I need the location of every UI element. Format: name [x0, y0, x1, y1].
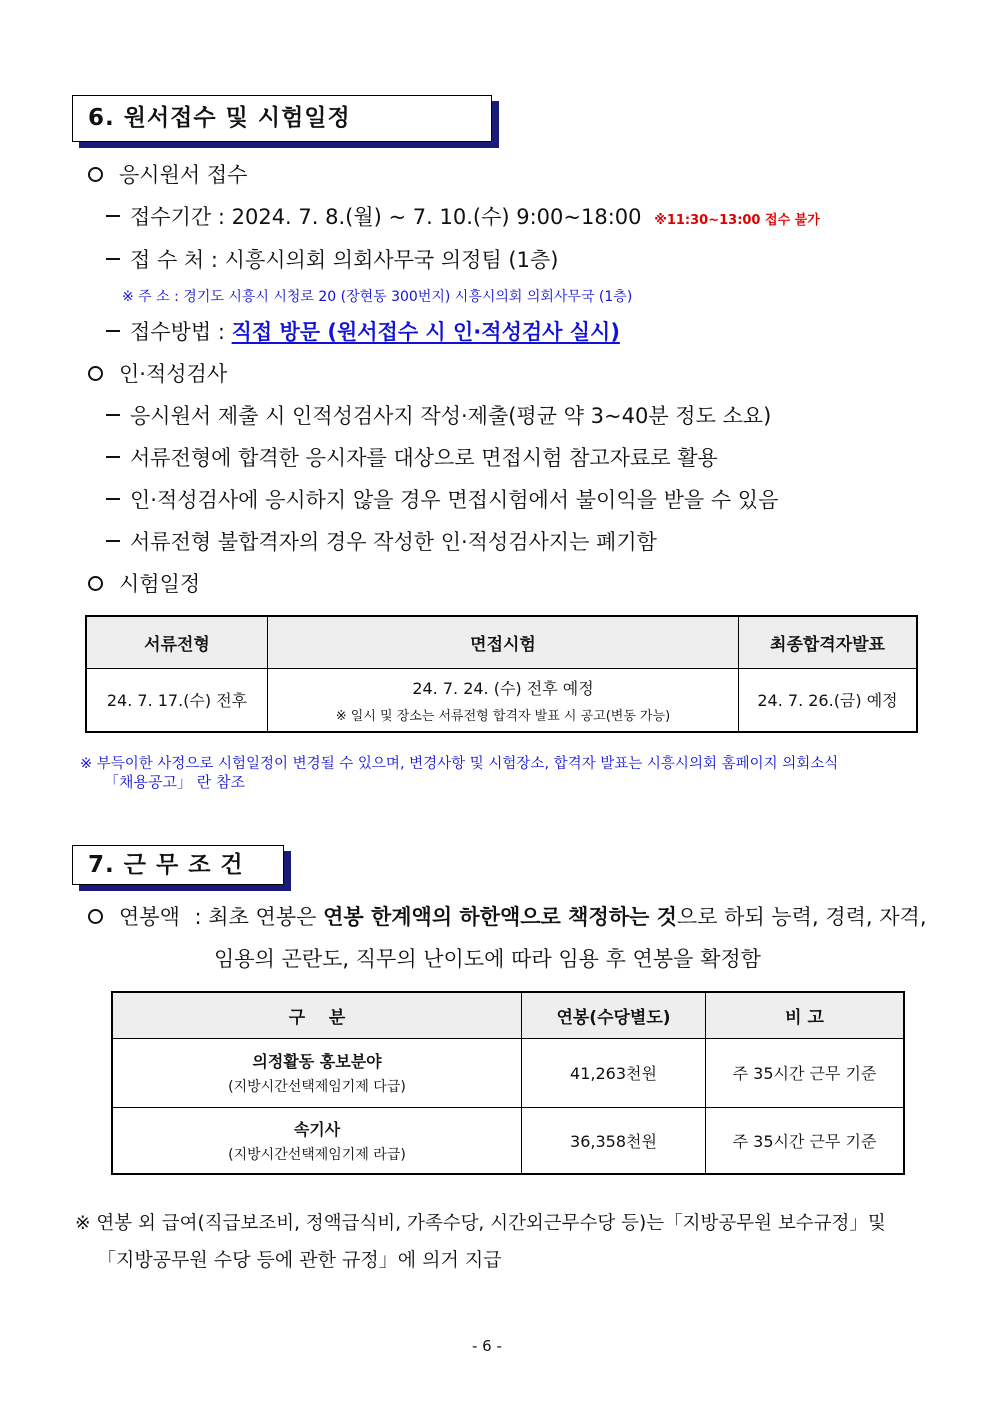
- salary-label: 연봉액: [119, 905, 180, 929]
- section-7-title: 7. 근 무 조 건: [88, 852, 244, 878]
- method-label: 접수방법: [130, 320, 212, 344]
- application-heading: 응시원서 접수: [119, 163, 248, 187]
- dash-bullet-icon: [106, 330, 120, 332]
- section-7-header: [72, 845, 284, 885]
- circle-bullet-icon: [88, 167, 103, 182]
- interview-note: ※ 일시 및 장소는 서류전형 합격자 발표 시 공고(변동 가능): [335, 708, 671, 724]
- salary-emphasis: 연봉 한계액의 하한액으로 책정하는 것: [323, 905, 677, 929]
- circle-bullet-icon: [88, 909, 103, 924]
- position-name: 속기사: [293, 1119, 341, 1139]
- place-line: 접 수 처 : 시흥시의회 의회사무국 의정팀 (1층): [106, 250, 558, 271]
- header-interview: 면접시험: [268, 616, 739, 668]
- dash-bullet-icon: [106, 215, 120, 217]
- place-value: 시흥시의회 의회사무국 의정팀 (1층): [224, 248, 559, 272]
- table-row: [112, 1107, 904, 1174]
- position-name: 의정활동 홍보분야: [252, 1052, 382, 1071]
- final-announcement-date: 24. 7. 26.(금) 예정: [739, 668, 918, 732]
- salary-line-2: 임용의 곤란도, 직무의 난이도에 따라 임용 후 연봉을 확정함: [214, 947, 761, 971]
- dash-bullet-icon: [106, 540, 120, 542]
- place-label: 접 수 처: [130, 248, 205, 272]
- salary-table: [111, 991, 905, 1175]
- table-row: [112, 1038, 904, 1107]
- salary-line-1: 연봉액 : 최초 연봉은 연봉 한계액의 하한액으로 책정하는 것으로 하되 능력, 경력, 자격,: [88, 907, 927, 928]
- header-final-announcement: 최종합격자발표: [739, 616, 918, 668]
- section-6-title: 6. 원서접수 및 시험일정: [88, 105, 351, 131]
- header-category: 구 분: [112, 992, 522, 1038]
- dash-bullet-icon: [106, 498, 120, 500]
- page-number: - 6 -: [472, 1337, 502, 1355]
- dash-bullet-icon: [106, 258, 120, 260]
- dash-bullet-icon: [106, 456, 120, 458]
- position-grade: (지방시간선택제임기제 라급): [228, 1146, 406, 1163]
- dash-bullet-icon: [106, 414, 120, 416]
- aptitude-heading-line: [88, 364, 227, 385]
- method-line: 접수방법 : 직접 방문 (원서접수 시 인·적성검사 실시): [106, 322, 620, 343]
- position-grade: (지방시간선택제임기제 다급): [228, 1079, 406, 1095]
- period-line: 접수기간 : 2024. 7. 8.(월) ~ 7. 10.(수) 9:00~18:00 ※11:30~13:00 접수 불가: [106, 207, 820, 228]
- table-header-row: [86, 616, 917, 668]
- schedule-heading: 시험일정: [119, 572, 201, 596]
- schedule-heading-line: [88, 574, 200, 595]
- schedule-table: [85, 615, 918, 733]
- remarks: 주 35시간 근무 기준: [706, 1107, 905, 1174]
- header-salary: 연봉(수당별도): [522, 992, 706, 1038]
- method-value: 직접 방문 (원서접수 시 인·적성검사 실시): [231, 320, 620, 344]
- circle-bullet-icon: [88, 576, 103, 591]
- period-warning: ※11:30~13:00 접수 불가: [654, 213, 820, 228]
- period-value: 2024. 7. 8.(월) ~ 7. 10.(수) 9:00~18:00: [231, 205, 642, 229]
- category-cell: [112, 1038, 522, 1107]
- category-cell: [112, 1107, 522, 1174]
- table-header-row: [112, 992, 904, 1038]
- aptitude-item: 서류전형 불합격자의 경우 작성한 인·적성검사지는 폐기함: [106, 532, 657, 553]
- salary-footnote: ※ 연봉 외 급여(직급보조비, 정액급식비, 가족수당, 시간외근무수당 등)는「지방공무원 보수규정」및 「지방공무원 수당 등에 관한 규정」에 의거 지급: [75, 1213, 886, 1271]
- schedule-footnote: ※ 부득이한 사정으로 시험일정이 변경될 수 있으며, 변경사항 및 시험장소, 합격자 발표는 시흥시의회 홈페이지 의회소식 「채용공고」 란 참조: [80, 756, 839, 791]
- aptitude-item: 인·적성검사에 응시하지 않을 경우 면접시험에서 불이익을 받을 수 있음: [106, 490, 778, 511]
- interview-cell: [268, 668, 739, 732]
- header-document-screening: 서류전형: [86, 616, 268, 668]
- circle-bullet-icon: [88, 366, 103, 381]
- remarks: 주 35시간 근무 기준: [706, 1038, 905, 1107]
- aptitude-item: 응시원서 제출 시 인적성검사지 작성·제출(평균 약 3~40분 정도 소요): [106, 406, 771, 427]
- interview-date: 24. 7. 24. (수) 전후 예정: [412, 678, 594, 698]
- document-screening-date: 24. 7. 17.(수) 전후: [86, 668, 268, 732]
- aptitude-heading: 인·적성검사: [119, 362, 228, 386]
- table-row: [86, 668, 917, 732]
- header-remarks: 비 고: [706, 992, 905, 1038]
- period-label: 접수기간: [130, 205, 212, 229]
- salary-amount: 36,358천원: [522, 1107, 706, 1174]
- section-6-header: [72, 95, 492, 142]
- application-heading-line: [88, 165, 247, 186]
- address-note: ※ 주 소 : 경기도 시흥시 시청로 20 (장현동 300번지) 시흥시의회 의회사무국 (1층): [122, 289, 633, 305]
- salary-amount: 41,263천원: [522, 1038, 706, 1107]
- aptitude-item: 서류전형에 합격한 응시자를 대상으로 면접시험 참고자료로 활용: [106, 448, 718, 469]
